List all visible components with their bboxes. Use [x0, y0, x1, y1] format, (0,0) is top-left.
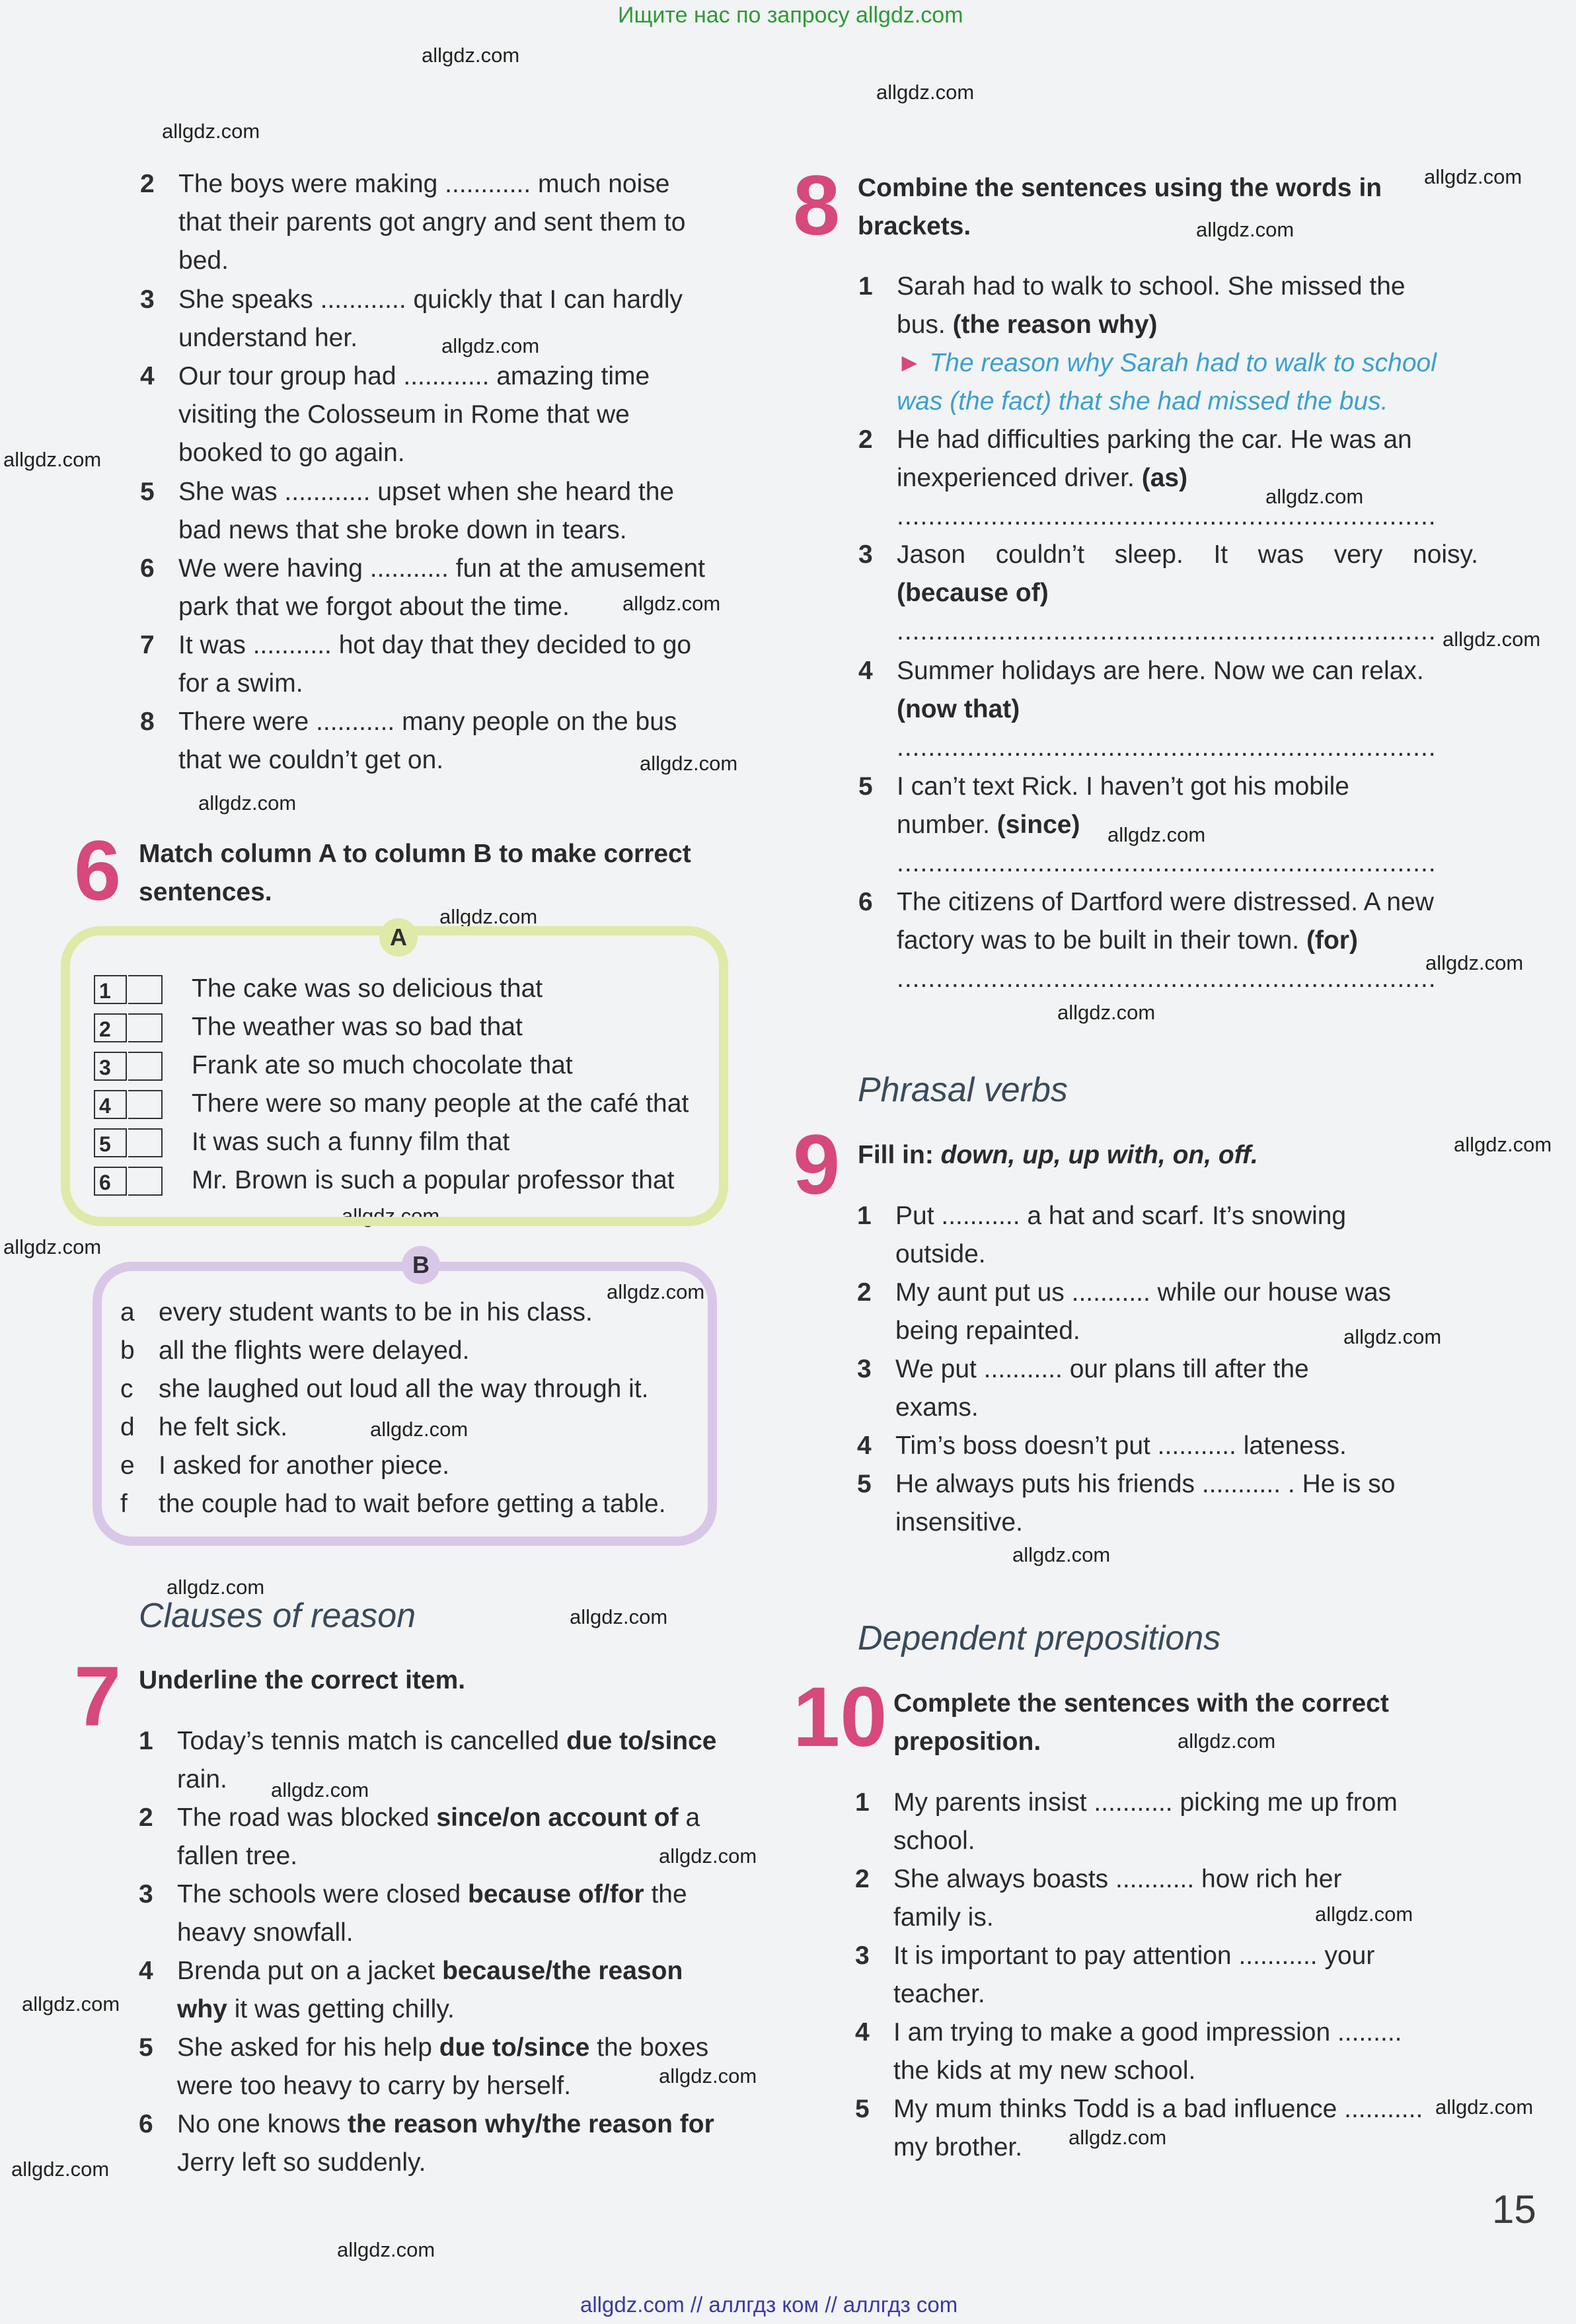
footer-watermark: allgdz.com // аллгдз ком // аллгдз com — [580, 2292, 958, 2317]
answer-box[interactable] — [128, 1128, 163, 1157]
watermark: allgdz.com — [876, 81, 975, 104]
column-a-row: 6 Mr. Brown is such a popular professor that — [192, 1161, 675, 1200]
exercise-title: Match column A to column B to make correct sentences. — [139, 840, 691, 906]
exercise-title: Underline the correct item. — [139, 1666, 466, 1694]
answer-line[interactable]: ..................................................................... — [897, 502, 1437, 530]
column-b-row: f the couple had to wait before getting a table. — [120, 1490, 666, 1518]
exercise-number: 9 — [793, 1118, 841, 1212]
exercise-number: 7 — [74, 1650, 122, 1744]
watermark: allgdz.com — [1012, 1543, 1111, 1566]
answer-line[interactable]: ..................................................................... — [897, 964, 1437, 993]
watermark: allgdz.com — [422, 44, 520, 67]
watermark: allgdz.com — [1443, 628, 1541, 651]
column-b-row: e I asked for another piece. — [120, 1451, 450, 1480]
ex10-item: 3 It is important to pay attention ........... your teacher. — [855, 1942, 1375, 2008]
watermark: allgdz.com — [1196, 218, 1295, 241]
watermark: allgdz.com — [1343, 1325, 1442, 1348]
ex7-item: 3 The schools were closed because of/for the heavy snowfall. — [139, 1880, 687, 1947]
answer-line[interactable]: ..................................................................... — [897, 849, 1437, 877]
watermark: allgdz.com — [570, 1605, 668, 1628]
watermark: allgdz.com — [1057, 1001, 1156, 1024]
watermark: allgdz.com — [607, 1280, 705, 1303]
ex9-item: 3 We put ........... our plans till after the exams. — [857, 1355, 1309, 1422]
exercise-title: Combine the sentences using the words in brackets. — [858, 174, 1382, 240]
column-a-row: 3 Frank ate so much chocolate that — [192, 1046, 573, 1085]
watermark: allgdz.com — [1435, 2095, 1534, 2119]
ex5-item: 3 She speaks ............ quickly that I can hardly understand her. — [140, 285, 683, 352]
answer-box[interactable] — [128, 1167, 163, 1196]
watermark: allgdz.com — [659, 2064, 757, 2088]
watermark: allgdz.com — [1424, 165, 1522, 188]
exercise-number: 10 — [793, 1670, 887, 1764]
watermark: allgdz.com — [11, 2158, 110, 2181]
exercise-title: Fill in: down, up, up with, on, off. — [858, 1141, 1258, 1169]
ex5-item: 6 We were having ........... fun at the amusement park that we forgot about the time. — [140, 554, 706, 621]
answer-box[interactable] — [128, 975, 163, 1004]
exercise-title: Complete the sentences with the correct preposition. — [893, 1689, 1389, 1756]
exercise-number: 6 — [74, 824, 122, 918]
ex8-item: 2 He had difficulties parking the car. He was an inexperienced driver. (as) ..................................................................... — [897, 421, 1478, 536]
number-box: 6 — [94, 1167, 127, 1196]
ex7-item: 6 No one knows the reason why/the reason for Jerry left so suddenly. — [139, 2110, 714, 2177]
section-title: Clauses of reason — [139, 1597, 416, 1635]
ex7-item: 4 Brenda put on a jacket because/the reason why it was getting chilly. — [139, 1957, 683, 2023]
column-a-label: A — [379, 918, 418, 957]
ex8-item: 5 I can’t text Rick. I haven’t got his mobile number. (since) ..................................................................... — [897, 768, 1478, 883]
watermark: allgdz.com — [162, 120, 260, 143]
number-box: 4 — [94, 1090, 127, 1119]
watermark: allgdz.com — [1265, 485, 1364, 508]
ex5-item: 2 The boys were making ............ much noise that their parents got angry and sent them to bed. — [140, 170, 686, 275]
column-b-row: a every student wants to be in his class. — [120, 1298, 593, 1326]
watermark: allgdz.com — [3, 1235, 102, 1258]
watermark: allgdz.com — [3, 448, 102, 471]
ex5-item: 7 It was ........... hot day that they decided to go for a swim. — [140, 631, 692, 698]
section-title: Phrasal verbs — [858, 1071, 1068, 1109]
ex8-item: 1 Sarah had to walk to school. She missed the bus. (the reason why) ► The reason why Sarah had to walk to school was (the fact) that she had missed the bus. — [897, 268, 1478, 421]
ex8-item: 3 Jason couldn’t sleep. It was very noisy. (because of) ..................................................................... — [897, 536, 1478, 651]
ex10-item: 4 I am trying to make a good impression ......... the kids at my new school. — [855, 2018, 1402, 2085]
watermark: allgdz.com — [439, 905, 538, 928]
page-number: 15 — [1492, 2187, 1536, 2232]
watermark: allgdz.com — [1454, 1133, 1552, 1156]
ex10-item: 1 My parents insist ........... picking me up from school. — [855, 1788, 1398, 1855]
answer-box[interactable] — [128, 1052, 163, 1081]
watermark: allgdz.com — [1069, 2126, 1167, 2149]
number-box: 2 — [94, 1013, 127, 1042]
watermark: allgdz.com — [659, 1844, 757, 1868]
number-box: 1 — [94, 975, 127, 1004]
section-title: Dependent prepositions — [858, 1619, 1221, 1657]
column-a-row: 1 The cake was so delicious that — [192, 970, 543, 1008]
example-answer: ► The reason why Sarah had to walk to school — [897, 349, 1437, 377]
arrow-icon: ► — [897, 349, 930, 377]
ex10-item: 5 My mum thinks Todd is a bad influence ........... my brother. — [855, 2095, 1423, 2161]
watermark: allgdz.com — [198, 791, 297, 815]
top-banner: Ищите нас по запросу allgdz.com — [618, 3, 963, 28]
ex8-item: 4 Summer holidays are here. Now we can relax. (now that) ..................................................................... — [897, 652, 1478, 767]
ex7-item: 2 The road was blocked since/on account of a fallen tree. — [139, 1803, 700, 1870]
watermark: allgdz.com — [337, 2238, 435, 2261]
watermark: allgdz.com — [1107, 823, 1206, 846]
watermark: allgdz.com — [342, 1204, 440, 1227]
answer-box[interactable] — [128, 1013, 163, 1042]
ex9-item: 5 He always puts his friends ........... . He is so insensitive. — [857, 1470, 1396, 1537]
watermark: allgdz.com — [1315, 1903, 1413, 1926]
ex7-item: 5 She asked for his help due to/since the boxes were too heavy to carry by herself. — [139, 2033, 709, 2100]
number-box: 5 — [94, 1128, 127, 1157]
watermark: allgdz.com — [441, 334, 540, 357]
ex5-item: 8 There were ........... many people on the bus that we couldn’t get on. — [140, 708, 677, 774]
watermark: allgdz.com — [640, 752, 738, 775]
answer-box[interactable] — [128, 1090, 163, 1119]
column-b-row: d he felt sick. — [120, 1413, 288, 1441]
column-a-row: 5 It was such a funny film that — [192, 1123, 509, 1161]
column-b-row: c she laughed out loud all the way through it. — [120, 1375, 649, 1403]
watermark: allgdz.com — [22, 1992, 120, 2015]
column-a-row: 2 The weather was so bad that — [192, 1008, 523, 1046]
column-b-label: B — [402, 1246, 440, 1284]
watermark: allgdz.com — [370, 1418, 469, 1441]
watermark: allgdz.com — [271, 1778, 369, 1801]
watermark: allgdz.com — [1178, 1729, 1276, 1753]
ex10-item: 2 She always boasts ........... how rich her family is. — [855, 1865, 1342, 1932]
watermark: allgdz.com — [622, 592, 721, 615]
ex5-item: 4 Our tour group had ............ amazing time visiting the Colosseum in Rome that we booked to go again. — [140, 362, 650, 467]
ex9-item: 1 Put ........... a hat and scarf. It’s snowing outside. — [857, 1202, 1347, 1268]
ex9-item: 2 My aunt put us ........... while our house was being repainted. — [857, 1278, 1392, 1345]
number-box: 3 — [94, 1052, 127, 1081]
answer-line[interactable]: ..................................................................... — [897, 733, 1437, 762]
ex8-item: 6 The citizens of Dartford were distressed. A new factory was to be built in their town. (for) ..................................................................... — [897, 883, 1478, 998]
ex9-item: 4 Tim’s boss doesn’t put ........... lateness. — [857, 1432, 1347, 1460]
exercise-number: 8 — [793, 159, 841, 253]
column-b-row: b all the flights were delayed. — [120, 1336, 470, 1365]
answer-line[interactable]: ..................................................................... — [897, 617, 1437, 645]
watermark: allgdz.com — [167, 1576, 265, 1599]
watermark: allgdz.com — [1425, 951, 1524, 974]
column-a-row: 4 There were so many people at the café that — [192, 1085, 689, 1123]
ex5-item: 5 She was ............ upset when she heard the bad news that she broke down in tears. — [140, 478, 675, 544]
ex7-item: 1 Today’s tennis match is cancelled due to/since rain. — [139, 1727, 717, 1794]
